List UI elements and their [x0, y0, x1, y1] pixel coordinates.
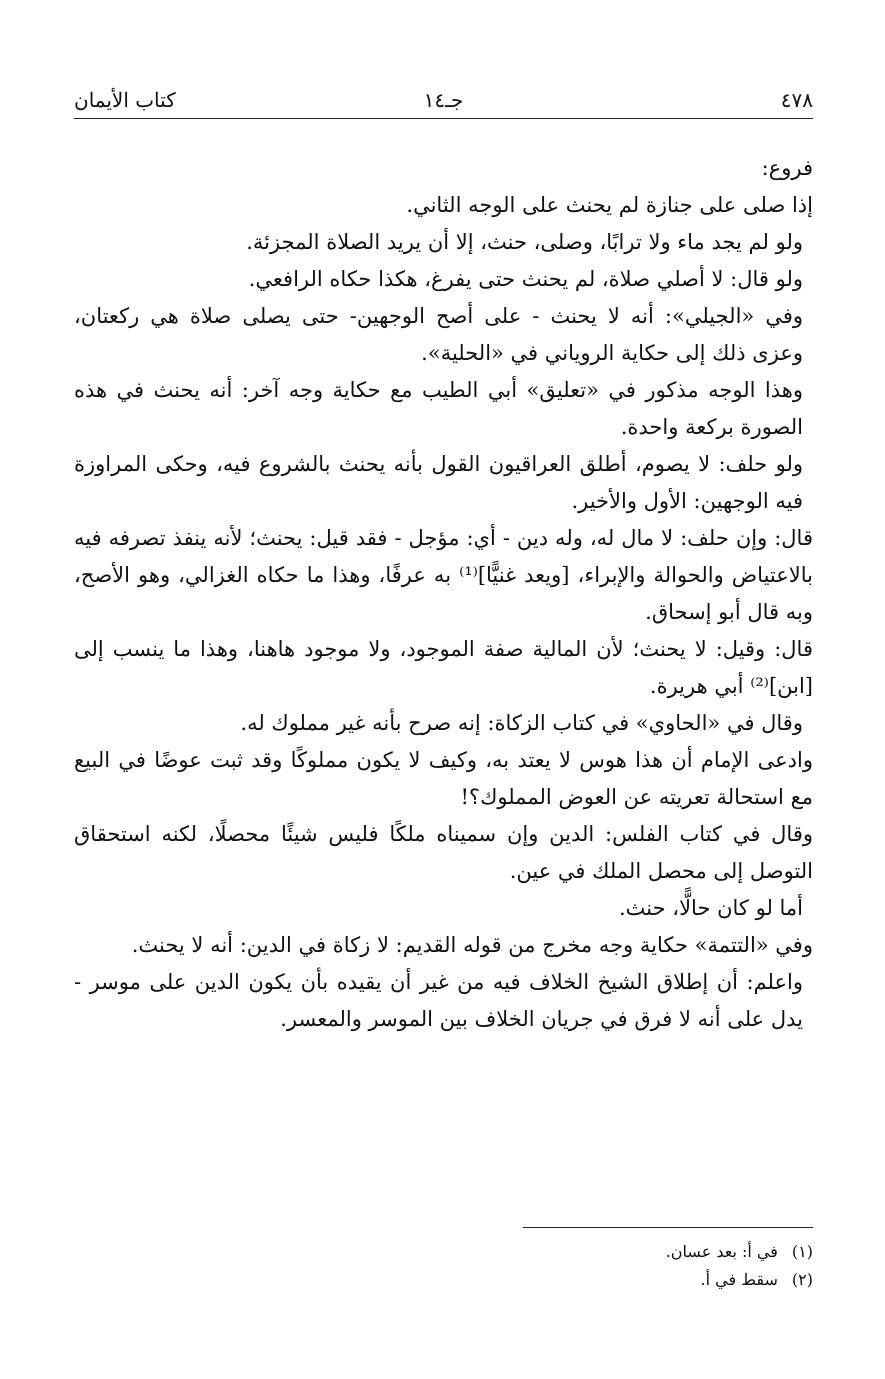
paragraph-heading: فروع: — [761, 156, 813, 180]
paragraph: واعلم: أن إطلاق الشيخ الخلاف فيه من غير أن يقيده بأن يكون الدين على موسر - يدل على أنه لا فرق في جريان الخلاف بين الموسر والمعسر. — [74, 970, 803, 1031]
footnote-divider — [523, 1227, 813, 1228]
paragraph: وفي «الجيلي»: أنه لا يحنث - على أصح الوجهين- حتى يصلى صلاة هي ركعتان، وعزى ذلك إلى حكاية الروياني في «الحلية». — [74, 304, 803, 365]
main-text — [74, 150, 813, 1210]
paragraph: قال: وقيل: لا يحنث؛ لأن المالية صفة الموجود، ولا موجود هاهنا، وهذا ما ينسب إلى [ابن]⁽²⁾ أبي هريرة. — [74, 637, 813, 698]
paragraph: وقال في «الحاوي» في كتاب الزكاة: إنه صرح بأنه غير مملوك له. — [240, 711, 803, 735]
paragraph: وقال في كتاب الفلس: الدين وإن سميناه ملكًا فليس شيئًا محصلًا، لكنه استحقاق التوصل إلى محصل الملك في عين. — [74, 822, 813, 883]
book-title: كتاب الأيمان — [74, 88, 176, 112]
paragraph: وادعى الإمام أن هذا هوس لا يعتد به، وكيف لا يكون مملوكًا وقد ثبت عوضًا في البيع مع استحالة تعريته عن العوض المملوك؟! — [74, 748, 813, 809]
page-number: ٤٧٨ — [780, 88, 813, 112]
footnote — [74, 1266, 813, 1294]
page-header — [74, 86, 813, 119]
footnote-text: في أ: بعد عسان. — [665, 1242, 778, 1261]
footnote-number: (٢) — [791, 1270, 813, 1289]
paragraph: إذا صلى على جنازة لم يحنث على الوجه الثاني. — [406, 193, 813, 217]
footnote-text: سقط في أ. — [700, 1270, 778, 1289]
paragraph: وفي «التتمة» حكاية وجه مخرج من قوله القديم: لا زكاة في الدين: أنه لا يحنث. — [131, 933, 813, 957]
paragraph: قال: وإن حلف: لا مال له، وله دين - أي: مؤجل - فقد قيل: يحنث؛ لأنه ينفذ تصرفه فيه بالاعتياض والحوالة والإبراء، [ويعد غنيًّا]⁽¹⁾ به عرفًا، وهذا ما حكاه الغزالي، وهو الأصح، وبه قال أبو إسحاق. — [74, 526, 813, 624]
paragraph: ولو قال: لا أصلي صلاة، لم يحنث حتى يفرغ، هكذا حكاه الرافعي. — [248, 267, 803, 291]
footnote-number: (١) — [791, 1242, 813, 1261]
volume-label: جـ١٤ — [423, 88, 464, 112]
footnote — [74, 1238, 813, 1266]
paragraph: ولو لم يجد ماء ولا ترابًا، وصلى، حنث، إلا أن يريد الصلاة المجزئة. — [246, 230, 803, 254]
footnotes — [74, 1238, 813, 1294]
paragraph: وهذا الوجه مذكور في «تعليق» أبي الطيب مع حكاية وجه آخر: أنه يحنث في هذه الصورة بركعة واحدة. — [74, 378, 803, 439]
paragraph: أما لو كان حالًّا، حنث. — [619, 896, 803, 920]
paragraph: ولو حلف: لا يصوم، أطلق العراقيون القول بأنه يحنث بالشروع فيه، وحكى المراوزة فيه الوجهين: الأول والأخير. — [74, 452, 803, 513]
